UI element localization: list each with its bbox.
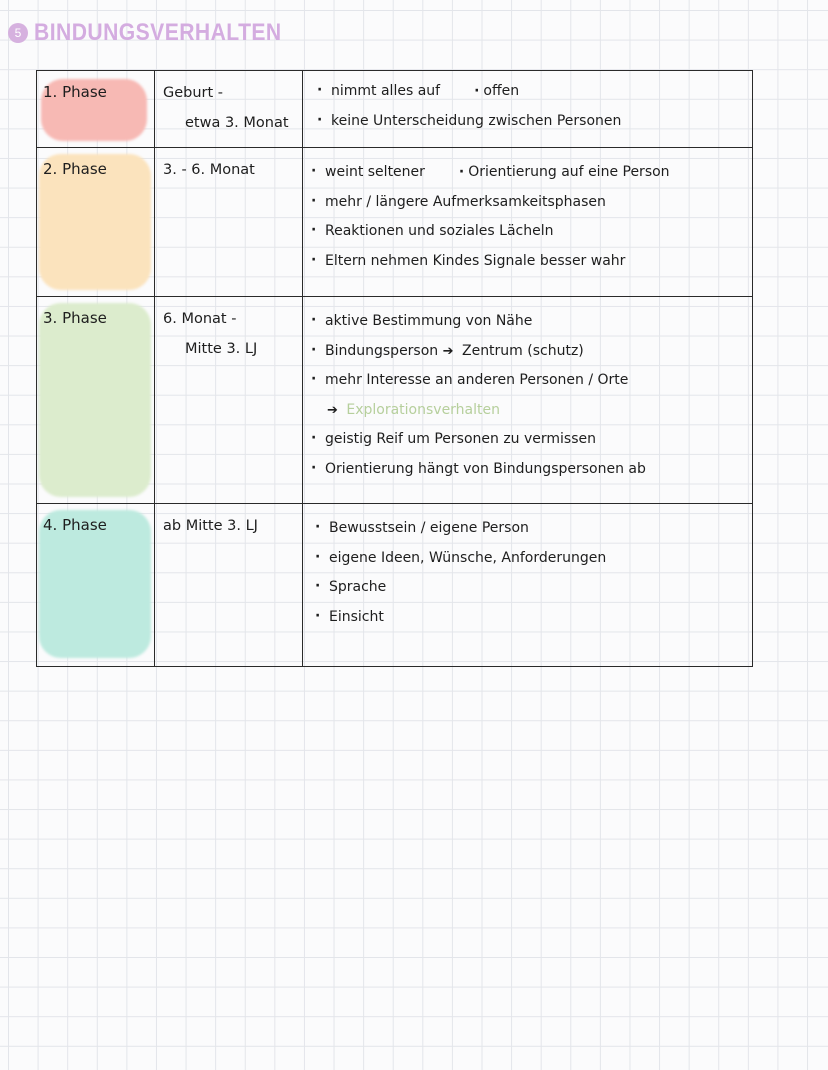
item-text: Orientierung auf eine Person (468, 164, 670, 180)
list-item: · Orientierung hängt von Bindungspersonen ab (311, 455, 748, 485)
period-line: Mitte 3. LJ (185, 340, 258, 357)
phases-table (36, 70, 753, 667)
list-item: · Reaktionen und soziales Lächeln (311, 217, 748, 247)
list-item: · nimmt alles auf · offen (317, 77, 748, 107)
period-line: 3. - 6. Monat (163, 162, 255, 178)
period-line: 6. Monat - (163, 311, 237, 327)
period-cell (155, 148, 303, 297)
period-cell (155, 297, 303, 504)
period-line: etwa 3. Monat (185, 114, 289, 131)
period-cell (155, 504, 303, 667)
phase-label: 2. Phase (43, 160, 107, 178)
description-cell (303, 504, 753, 667)
arrow-right-icon: ➔ (442, 343, 454, 359)
table-row (37, 71, 753, 148)
list-item: · Sprache (315, 573, 748, 603)
phase-label: 3. Phase (43, 309, 107, 327)
item-text: weint seltener (325, 164, 425, 180)
phase-label: 4. Phase (43, 516, 107, 534)
list-item (311, 396, 748, 426)
phase-cell (37, 297, 155, 504)
item-text: Bindungsperson (325, 342, 439, 359)
item-text: Zentrum (schutz) (461, 342, 584, 359)
period-line: Geburt - (163, 85, 224, 101)
phase-label: 1. Phase (43, 83, 107, 101)
period-line: ab Mitte 3. LJ (163, 518, 258, 534)
list-item: · weint seltener · Orientierung auf eine Person (311, 158, 748, 188)
page-header (8, 18, 315, 48)
arrow-right-icon: ➔ (327, 402, 338, 418)
list-item: · mehr / längere Aufmerksamkeitsphasen (311, 188, 748, 218)
list-item: · aktive Bestimmung von Nähe (311, 307, 748, 337)
page-title: BINDUNGSVERHALTEN (34, 19, 282, 46)
item-text: offen (483, 83, 520, 99)
item-text: Explorationsverhalten (346, 401, 501, 418)
list-item: · Bewusstsein / eigene Person (315, 514, 748, 544)
description-cell (303, 148, 753, 297)
list-item: · mehr Interesse an anderen Personen / Orte (311, 366, 748, 396)
period-cell (155, 71, 303, 148)
list-item (311, 337, 748, 367)
list-item: · eigene Ideen, Wünsche, Anforderungen (315, 544, 748, 574)
phase-cell (37, 71, 155, 148)
list-item: · Einsicht (315, 603, 748, 633)
description-cell (303, 297, 753, 504)
description-cell (303, 71, 753, 148)
phase-cell (37, 504, 155, 667)
table-row (37, 297, 753, 504)
table-row (37, 148, 753, 297)
table-row (37, 504, 753, 667)
list-item: · Eltern nehmen Kindes Signale besser wahr (311, 247, 748, 277)
list-item: · geistig Reif um Personen zu vermissen (311, 425, 748, 455)
phase-highlight (39, 303, 151, 497)
phase-cell (37, 148, 155, 297)
section-number-badge: 5 (8, 23, 28, 43)
list-item: · keine Unterscheidung zwischen Personen (317, 107, 748, 137)
item-text: nimmt alles auf (331, 83, 441, 99)
